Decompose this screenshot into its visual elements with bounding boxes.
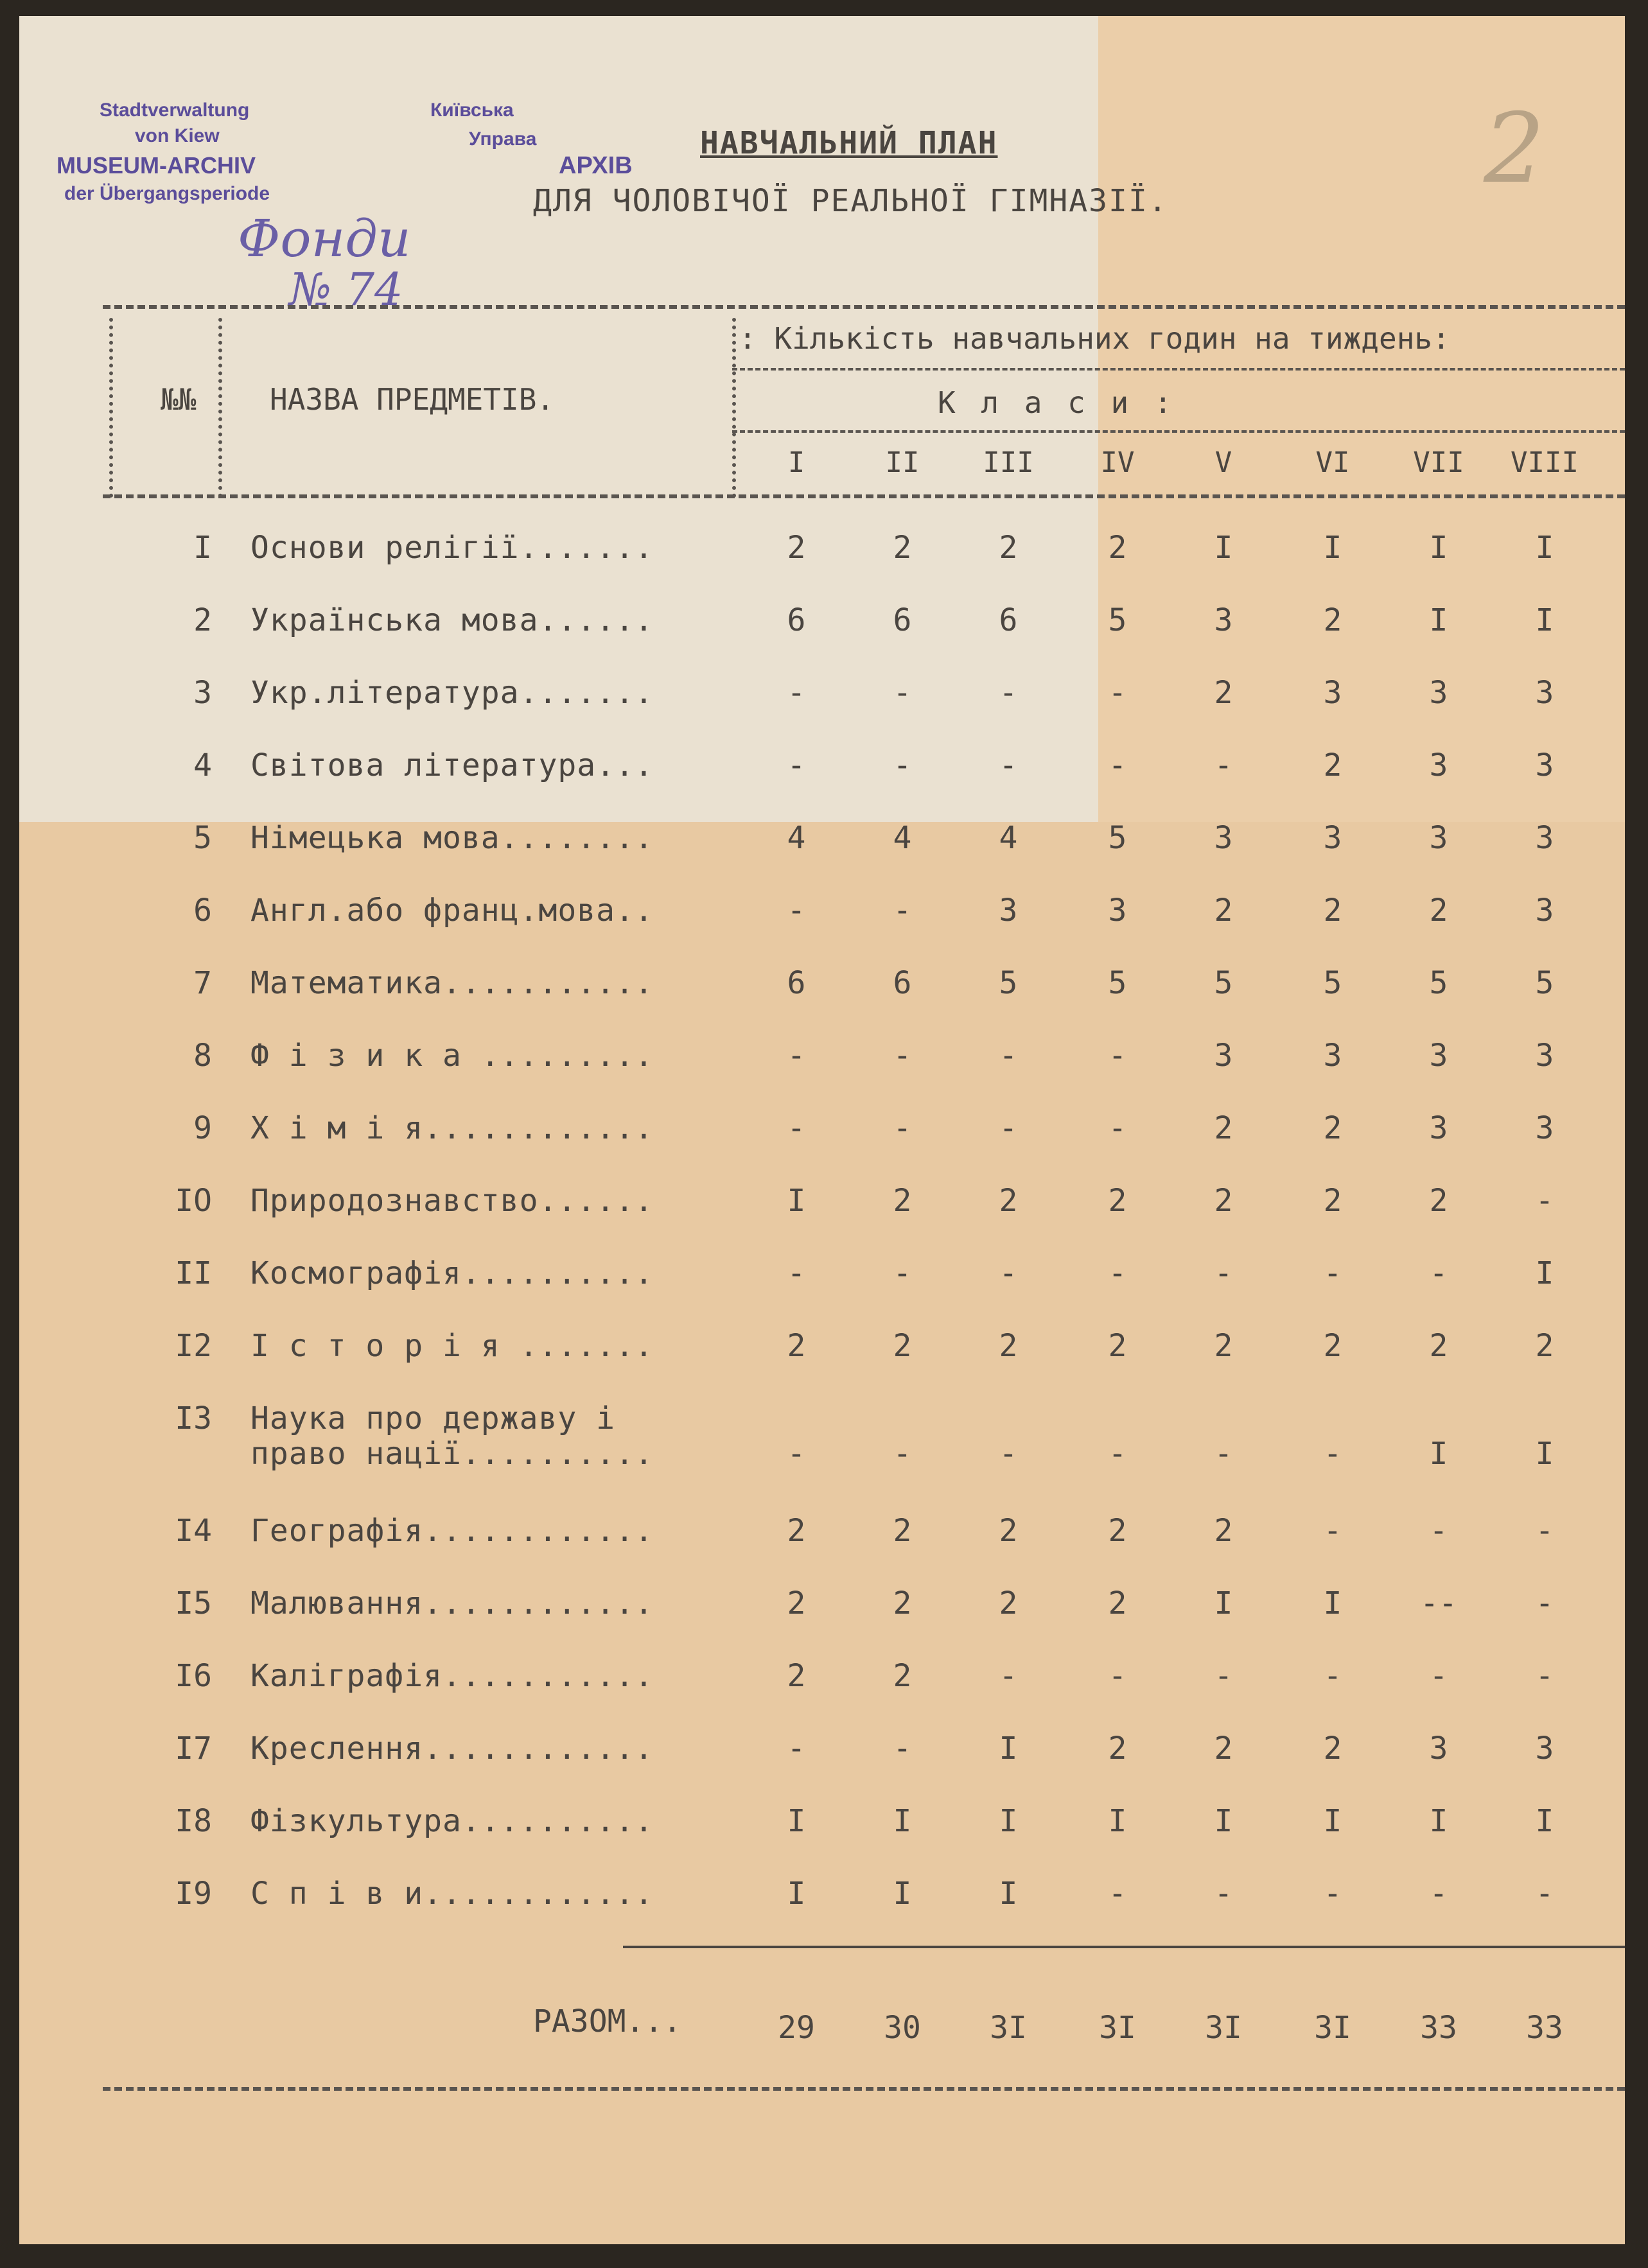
hours-cell: - [1323, 1255, 1342, 1291]
hours-header: : Кількість навчальних годин на тиждень: [739, 321, 1450, 356]
hours-cell: 3 [1323, 1038, 1342, 1074]
stamp-line4: der Übergangsperiode [64, 183, 270, 204]
hours-cell: I [1214, 1585, 1233, 1621]
classes-header: К л а с и : [938, 385, 1176, 420]
hours-cell: 3 [1429, 1731, 1448, 1766]
row-subject: Креслення............ [250, 1731, 654, 1766]
row-subject: Основи релігії....... [250, 530, 654, 566]
hours-cell: - [1535, 1513, 1554, 1549]
hours-cell: - [893, 1436, 912, 1472]
hours-cell: 2 [1323, 1731, 1342, 1766]
hours-cell: 2 [1323, 893, 1342, 929]
total-cell: 3I [990, 2010, 1027, 2046]
hours-cell: 2 [1108, 530, 1127, 566]
hours-cell: - [893, 747, 912, 783]
hours-cell: - [1429, 1513, 1448, 1549]
row-number: II [175, 1255, 212, 1291]
hours-cell: 2 [1214, 1110, 1233, 1146]
class-label-8: VIII [1511, 446, 1579, 479]
row-subject: Укр.література....... [250, 675, 654, 711]
hours-cell: I [787, 1183, 806, 1219]
hours-cell: 2 [1108, 1183, 1127, 1219]
hours-cell: I [1535, 1803, 1554, 1839]
total-cell: 3I [1314, 2010, 1351, 2046]
hours-cell: 2 [1108, 1731, 1127, 1766]
col-subject-header: НАЗВА ПРЕДМЕТІВ. [270, 382, 555, 417]
hours-cell: - [1535, 1658, 1554, 1694]
stamp-line2a: von Kiew [135, 125, 220, 146]
hours-cell: 2 [1535, 1328, 1554, 1364]
handwritten-fondy: Фонди [238, 209, 411, 268]
hours-cell: 2 [1429, 1328, 1448, 1364]
hours-cell: 2 [999, 530, 1018, 566]
hours-cell: - [787, 747, 806, 783]
row-number: 7 [193, 965, 212, 1001]
hours-cell: - [1323, 1658, 1342, 1694]
hours-cell: - [787, 1038, 806, 1074]
hours-cell: 3 [1214, 820, 1233, 856]
hours-cell: - [1214, 1255, 1233, 1291]
row-number: I7 [175, 1731, 212, 1766]
hours-cell: I [1214, 530, 1233, 566]
row-subject: Космографія.......... [250, 1255, 654, 1291]
hours-cell: 2 [1323, 1110, 1342, 1146]
hours-cell: 2 [1108, 1513, 1127, 1549]
hours-cell: - [787, 893, 806, 929]
hours-cell: - [1323, 1436, 1342, 1472]
hours-cell: 3 [1429, 1110, 1448, 1146]
hours-cell: 2 [1214, 1328, 1233, 1364]
row-number: 8 [193, 1038, 212, 1074]
hours-cell: I [893, 1876, 912, 1912]
document-page [19, 16, 1625, 2244]
hours-cell: - [1535, 1876, 1554, 1912]
row-subject: І с т о р і я ....... [250, 1328, 654, 1364]
hours-cell: 4 [999, 820, 1018, 856]
hours-cell: 3 [1429, 747, 1448, 783]
row-subject: Ф і з и к а ......... [250, 1038, 654, 1074]
row-subject: Географія............ [250, 1513, 654, 1549]
hours-cell: I [1429, 1436, 1448, 1472]
class-label-2: II [885, 446, 920, 479]
hours-cell: - [787, 675, 806, 711]
class-label-4: IV [1100, 446, 1135, 479]
hours-cell: I [1429, 602, 1448, 638]
hours-cell: 6 [787, 602, 806, 638]
row-subject-continued: право нації.......... [250, 1436, 654, 1472]
hours-cell: 5 [1108, 965, 1127, 1001]
row-subject: Фізкультура.......... [250, 1803, 654, 1839]
row-subject: Англ.або франц.мова.. [250, 893, 654, 929]
table-left-border [109, 318, 113, 498]
hours-cell: I [1429, 1803, 1448, 1839]
hours-cell: - [1535, 1183, 1554, 1219]
hours-cell: - [1429, 1876, 1448, 1912]
row-subject: Українська мова...... [250, 602, 654, 638]
total-cell: 3I [1205, 2010, 1242, 2046]
hours-cell: 3 [1535, 1731, 1554, 1766]
hours-cell: - [1108, 1255, 1127, 1291]
hours-cell: 2 [1214, 1513, 1233, 1549]
row-number: 2 [193, 602, 212, 638]
hours-cell: I [1108, 1803, 1127, 1839]
hours-cell: 2 [1323, 602, 1342, 638]
hours-cell: I [1323, 530, 1342, 566]
total-cell: 33 [1526, 2010, 1563, 2046]
hours-cell: -- [1420, 1585, 1457, 1621]
hours-cell: 2 [893, 1328, 912, 1364]
hours-cell: - [787, 1731, 806, 1766]
hours-cell: 2 [893, 1585, 912, 1621]
hours-cell: 2 [1429, 893, 1448, 929]
hours-cell: 2 [787, 530, 806, 566]
stamp-line1b: Київська [430, 100, 514, 121]
hours-cell: - [893, 1255, 912, 1291]
class-label-7: VII [1413, 446, 1464, 479]
hours-cell: 6 [999, 602, 1018, 638]
hours-cell: I [1535, 530, 1554, 566]
total-rule [623, 1946, 1625, 1948]
hours-cell: 3 [1535, 675, 1554, 711]
hours-cell: - [1214, 1876, 1233, 1912]
stamp-line3b: АРХІВ [559, 152, 633, 179]
hours-cell: 2 [893, 1658, 912, 1694]
hours-cell: 2 [1214, 893, 1233, 929]
hours-cell: I [1535, 602, 1554, 638]
hours-cell: 5 [1214, 965, 1233, 1001]
hours-cell: I [1323, 1585, 1342, 1621]
row-subject: Німецька мова........ [250, 820, 654, 856]
hours-cell: - [1429, 1255, 1448, 1291]
hours-cell: - [893, 1110, 912, 1146]
row-number: I8 [175, 1803, 212, 1839]
total-cell: 33 [1420, 2010, 1457, 2046]
hours-cell: - [1214, 1436, 1233, 1472]
hours-cell: - [1214, 1658, 1233, 1694]
hours-cell: - [893, 893, 912, 929]
table-bottom-rule [103, 2087, 1625, 2091]
hours-cell: - [893, 1731, 912, 1766]
hours-cell: I [893, 1803, 912, 1839]
hours-cell: 3 [1429, 675, 1448, 711]
hours-cell: 6 [893, 602, 912, 638]
table-header-bottom-rule [103, 494, 1625, 498]
class-label-1: I [787, 446, 805, 479]
hours-cell: 2 [787, 1658, 806, 1694]
hours-cell: 3 [1323, 820, 1342, 856]
hours-cell: 2 [1323, 1183, 1342, 1219]
total-cell: 30 [884, 2010, 921, 2046]
row-number: IO [175, 1183, 212, 1219]
row-subject: С п і в и............ [250, 1876, 654, 1912]
row-number: 9 [193, 1110, 212, 1146]
hours-cell: - [999, 675, 1018, 711]
hours-cell: I [999, 1803, 1018, 1839]
hours-cell: I [1214, 1803, 1233, 1839]
hours-cell: - [1108, 1436, 1127, 1472]
hours-cell: - [1323, 1513, 1342, 1549]
hours-cell: - [893, 1038, 912, 1074]
hours-cell: 3 [1535, 1038, 1554, 1074]
hours-cell: - [1108, 1658, 1127, 1694]
hours-cell: 3 [999, 893, 1018, 929]
stamp-line3: MUSEUM-ARCHIV [57, 152, 256, 179]
classes-header-rule [732, 430, 1625, 433]
hours-cell: 3 [1535, 820, 1554, 856]
hours-cell: 3 [1214, 1038, 1233, 1074]
total-cell: 3I [1099, 2010, 1136, 2046]
row-number: I5 [175, 1585, 212, 1621]
hours-header-rule [732, 368, 1625, 371]
hours-cell: - [999, 747, 1018, 783]
hours-cell: - [787, 1110, 806, 1146]
hours-cell: - [999, 1436, 1018, 1472]
hours-cell: I [787, 1876, 806, 1912]
hours-cell: 2 [787, 1513, 806, 1549]
hours-cell: - [1214, 747, 1233, 783]
hours-cell: 3 [1214, 602, 1233, 638]
hours-cell: 5 [1323, 965, 1342, 1001]
hours-cell: - [999, 1255, 1018, 1291]
hours-cell: 2 [893, 1183, 912, 1219]
hours-cell: I [1535, 1436, 1554, 1472]
row-number: I3 [175, 1400, 212, 1436]
hours-cell: 3 [1429, 1038, 1448, 1074]
hours-cell: - [999, 1110, 1018, 1146]
hours-cell: 2 [1323, 1328, 1342, 1364]
hours-cell: - [1108, 747, 1127, 783]
hours-cell: - [1108, 1110, 1127, 1146]
hours-cell: - [1323, 1876, 1342, 1912]
hours-cell: - [1108, 1038, 1127, 1074]
row-number: 3 [193, 675, 212, 711]
hours-cell: 2 [893, 1513, 912, 1549]
hours-cell: 4 [893, 820, 912, 856]
hours-cell: I [787, 1803, 806, 1839]
row-subject: Світова література... [250, 747, 654, 783]
total-cell: 29 [778, 2010, 815, 2046]
hours-cell: 2 [999, 1513, 1018, 1549]
page-number: 2 [1484, 93, 1545, 205]
row-number: I [193, 530, 212, 566]
hours-cell: 2 [893, 530, 912, 566]
hours-cell: 2 [787, 1328, 806, 1364]
hours-cell: - [1108, 1876, 1127, 1912]
hours-cell: - [787, 1255, 806, 1291]
hours-cell: I [1429, 530, 1448, 566]
class-label-6: VI [1315, 446, 1350, 479]
hours-cell: - [1429, 1658, 1448, 1694]
hours-cell: I [999, 1876, 1018, 1912]
hours-cell: 2 [999, 1585, 1018, 1621]
hours-cell: 2 [1108, 1328, 1127, 1364]
document-subtitle: ДЛЯ ЧОЛОВІЧОЇ РЕАЛЬНОЇ ГІМНАЗІЇ. [533, 183, 1168, 219]
row-subject: Математика........... [250, 965, 654, 1001]
hours-cell: 3 [1323, 675, 1342, 711]
hours-cell: - [999, 1038, 1018, 1074]
row-subject: Малювання............ [250, 1585, 654, 1621]
row-number: I2 [175, 1328, 212, 1364]
class-label-5: V [1214, 446, 1232, 479]
hours-cell: I [1323, 1803, 1342, 1839]
row-subject: Наука про державу і [250, 1400, 616, 1436]
stamp-line2b: Управа [469, 128, 537, 150]
hours-cell: 5 [1429, 965, 1448, 1001]
hours-cell: 6 [787, 965, 806, 1001]
row-subject: Каліграфія........... [250, 1658, 654, 1694]
hours-cell: 5 [999, 965, 1018, 1001]
row-number: 5 [193, 820, 212, 856]
hours-cell: 2 [1429, 1183, 1448, 1219]
hours-cell: 5 [1535, 965, 1554, 1001]
row-subject: Х і м і я............ [250, 1110, 654, 1146]
hours-cell: 2 [1214, 1731, 1233, 1766]
hours-cell: 2 [1323, 747, 1342, 783]
hours-cell: 3 [1535, 747, 1554, 783]
stamp-line1a: Stadtverwaltung [100, 100, 250, 121]
hours-cell: 2 [787, 1585, 806, 1621]
row-number: I6 [175, 1658, 212, 1694]
hours-cell: - [787, 1436, 806, 1472]
row-number: I9 [175, 1876, 212, 1912]
hours-cell: - [1108, 675, 1127, 711]
class-label-3: III [983, 446, 1034, 479]
hours-cell: 4 [787, 820, 806, 856]
hours-cell: 2 [999, 1328, 1018, 1364]
hours-cell: 6 [893, 965, 912, 1001]
hours-cell: 2 [1214, 1183, 1233, 1219]
row-number: I4 [175, 1513, 212, 1549]
hours-cell: - [1535, 1585, 1554, 1621]
col-num-header: №№ [161, 382, 197, 417]
hours-cell: 3 [1429, 820, 1448, 856]
table-top-rule [103, 305, 1625, 309]
hours-cell: 3 [1108, 893, 1127, 929]
hours-cell: 2 [1108, 1585, 1127, 1621]
row-subject: Природознавство...... [250, 1183, 654, 1219]
total-label: РАЗОМ... [533, 2003, 682, 2039]
hours-cell: 3 [1535, 893, 1554, 929]
hours-cell: 5 [1108, 820, 1127, 856]
hours-cell: 2 [999, 1183, 1018, 1219]
hours-cell: 3 [1535, 1110, 1554, 1146]
row-number: 4 [193, 747, 212, 783]
hours-cell: 2 [1214, 675, 1233, 711]
document-title: НАВЧАЛЬНИЙ ПЛАН [700, 125, 998, 161]
handwritten-number: № 74 [289, 263, 403, 316]
hours-cell: - [893, 675, 912, 711]
hours-cell: 5 [1108, 602, 1127, 638]
hours-cell: I [999, 1731, 1018, 1766]
hours-cell: I [1535, 1255, 1554, 1291]
hours-cell: - [999, 1658, 1018, 1694]
num-column-divider [218, 318, 222, 498]
row-number: 6 [193, 893, 212, 929]
subject-column-divider [732, 318, 736, 498]
